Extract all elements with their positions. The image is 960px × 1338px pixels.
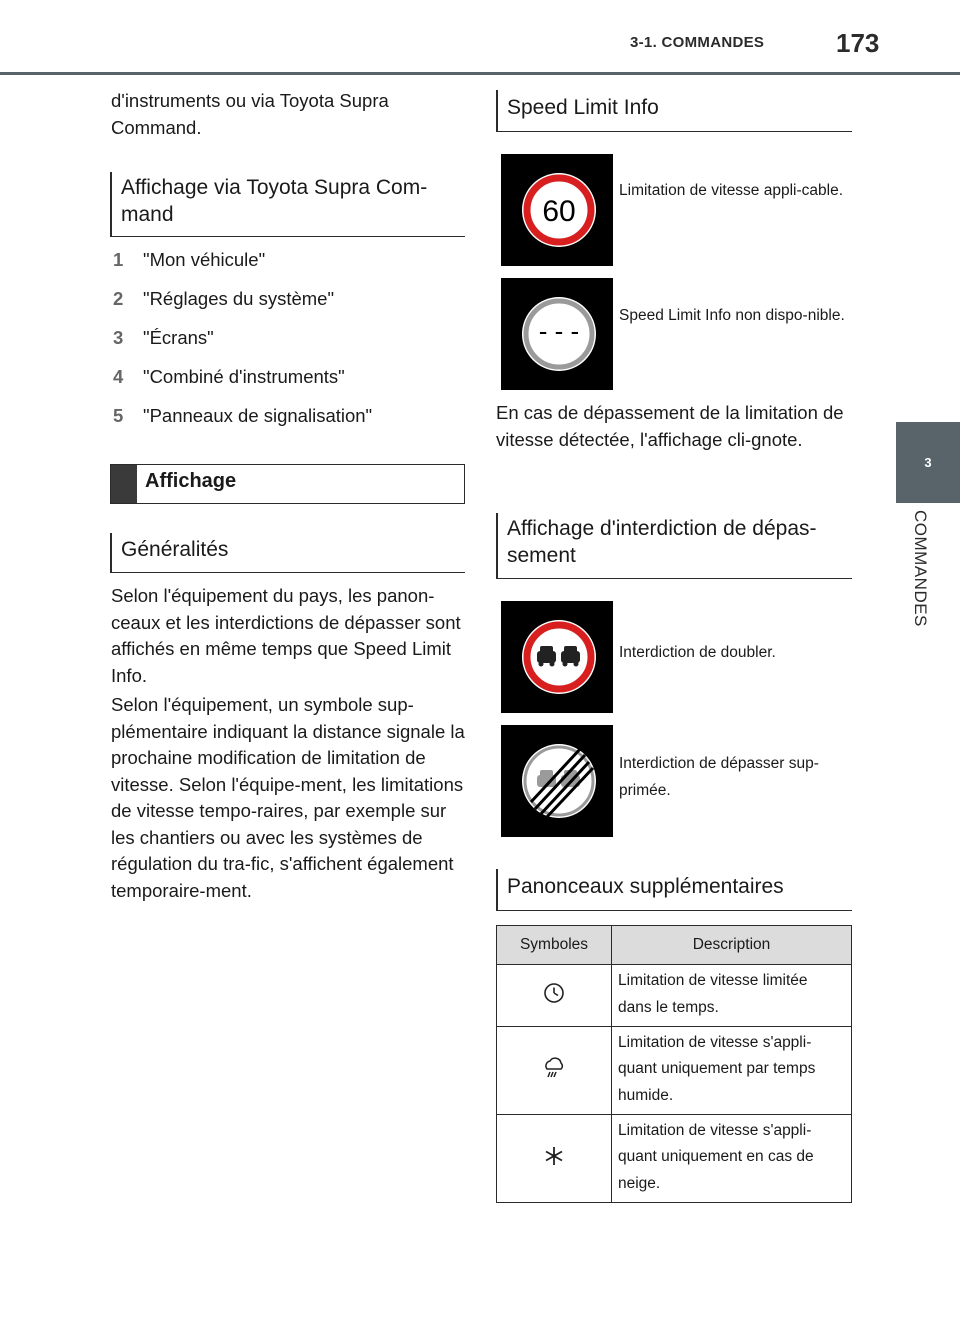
step-text: "Mon véhicule": [143, 249, 266, 270]
heading-command: [110, 172, 465, 237]
heading-panonceaux: [496, 869, 852, 911]
no-overtaking-caption: Interdiction de doubler.: [619, 644, 776, 661]
speed-limit-unavailable-image: [501, 278, 613, 390]
symbol-cell: [497, 965, 612, 1027]
heading-command-text: Affichage via Toyota Supra Com-mand: [121, 176, 428, 226]
heading-speed-limit-info: [496, 90, 852, 132]
step-item: [113, 366, 345, 388]
step-item: [113, 405, 372, 427]
description-cell: Limitation de vitesse s'appli-quant uniquement par temps humide.: [612, 1027, 852, 1115]
no-overtaking-icon: [501, 601, 613, 713]
paragraph-countries: Selon l'équipement du pays, les panon-ceaux et les interdictions de dépasser sont affichés en même temps que Speed Limit Info.: [111, 585, 461, 686]
table-row: [497, 965, 852, 1027]
panonceaux-table: [496, 925, 852, 1203]
end-no-overtaking-icon: [501, 725, 613, 837]
table-row: [497, 1115, 852, 1203]
page-number: 173: [836, 28, 880, 58]
heading-generalites: [110, 533, 465, 573]
step-text: "Panneaux de signalisation": [143, 405, 373, 426]
step-number: 5: [113, 405, 124, 426]
step-number: 1: [113, 249, 124, 270]
speed-limit-sign-image: [501, 154, 613, 266]
sign-60-caption: Limitation de vitesse appli-cable.: [619, 182, 844, 199]
step-text: "Écrans": [143, 327, 214, 348]
step-item: [113, 288, 334, 310]
table-row: [497, 1027, 852, 1115]
step-number: 3: [113, 327, 124, 348]
step-item: [113, 249, 265, 271]
heading-overtake-text: Affichage d'interdiction de dépas-sement: [507, 517, 817, 567]
sign-dashes-caption: Speed Limit Info non dispo-nible.: [619, 307, 845, 324]
header-divider: [0, 72, 960, 75]
rain-cloud-icon: [541, 1055, 567, 1081]
column-header-symboles: Symboles: [497, 926, 612, 965]
step-number: 4: [113, 366, 124, 387]
snowflake-icon: [543, 1145, 565, 1167]
chapter-label: COMMANDES: [911, 510, 930, 627]
speed-limit-unavailable-icon: [501, 278, 613, 390]
description-cell: Limitation de vitesse limitée dans le temps.: [612, 965, 852, 1027]
paragraph-flash: En cas de dépassement de la limitation de vitesse détectée, l'affichage cli-gnote.: [496, 402, 844, 450]
step-text: "Réglages du système": [143, 288, 335, 309]
column-header-description: Description: [612, 926, 852, 965]
step-text: "Combiné d'instruments": [143, 366, 345, 387]
heading-overtake: [496, 513, 852, 579]
heading-affichage: [110, 464, 465, 504]
symbol-cell: [497, 1115, 612, 1203]
section-title: 3-1. COMMANDES: [630, 34, 765, 51]
end-no-overtaking-caption: Interdiction de dépasser sup-primée.: [619, 755, 819, 799]
step-item: [113, 327, 214, 349]
clock-icon: [542, 981, 566, 1005]
paragraph-symbol: Selon l'équipement, un symbole sup-plémentaire indiquant la distance signale la prochaine modification de limitation de vitesse. Selon l'équipe-ment, les limitations de vitesse tempo-raires, par exemple sur les chantiers ou avec les systèmes de régulation du tra-fic, s'affichent également temporaire-ment.: [111, 694, 465, 901]
step-number: 2: [113, 288, 124, 309]
table-header-row: [497, 926, 852, 965]
intro-text: d'instruments ou via Toyota Supra Command.: [111, 90, 389, 138]
sign-dashes-text: - - -: [538, 316, 580, 346]
heading-generalites-text: Généralités: [121, 538, 229, 561]
end-no-overtaking-sign-image: [501, 725, 613, 837]
no-overtaking-sign-image: [501, 601, 613, 713]
description-cell: Limitation de vitesse s'appli-quant uniquement en cas de neige.: [612, 1115, 852, 1203]
chapter-tab: 3: [896, 422, 960, 503]
heading-panonceaux-text: Panonceaux supplémentaires: [507, 875, 784, 898]
speed-limit-60-icon: [501, 154, 613, 266]
heading-bar: [111, 465, 137, 503]
sign-60-text: 60: [542, 195, 576, 228]
heading-speed-text: Speed Limit Info: [507, 96, 659, 119]
heading-affichage-text: Affichage: [145, 470, 237, 492]
symbol-cell: [497, 1027, 612, 1115]
